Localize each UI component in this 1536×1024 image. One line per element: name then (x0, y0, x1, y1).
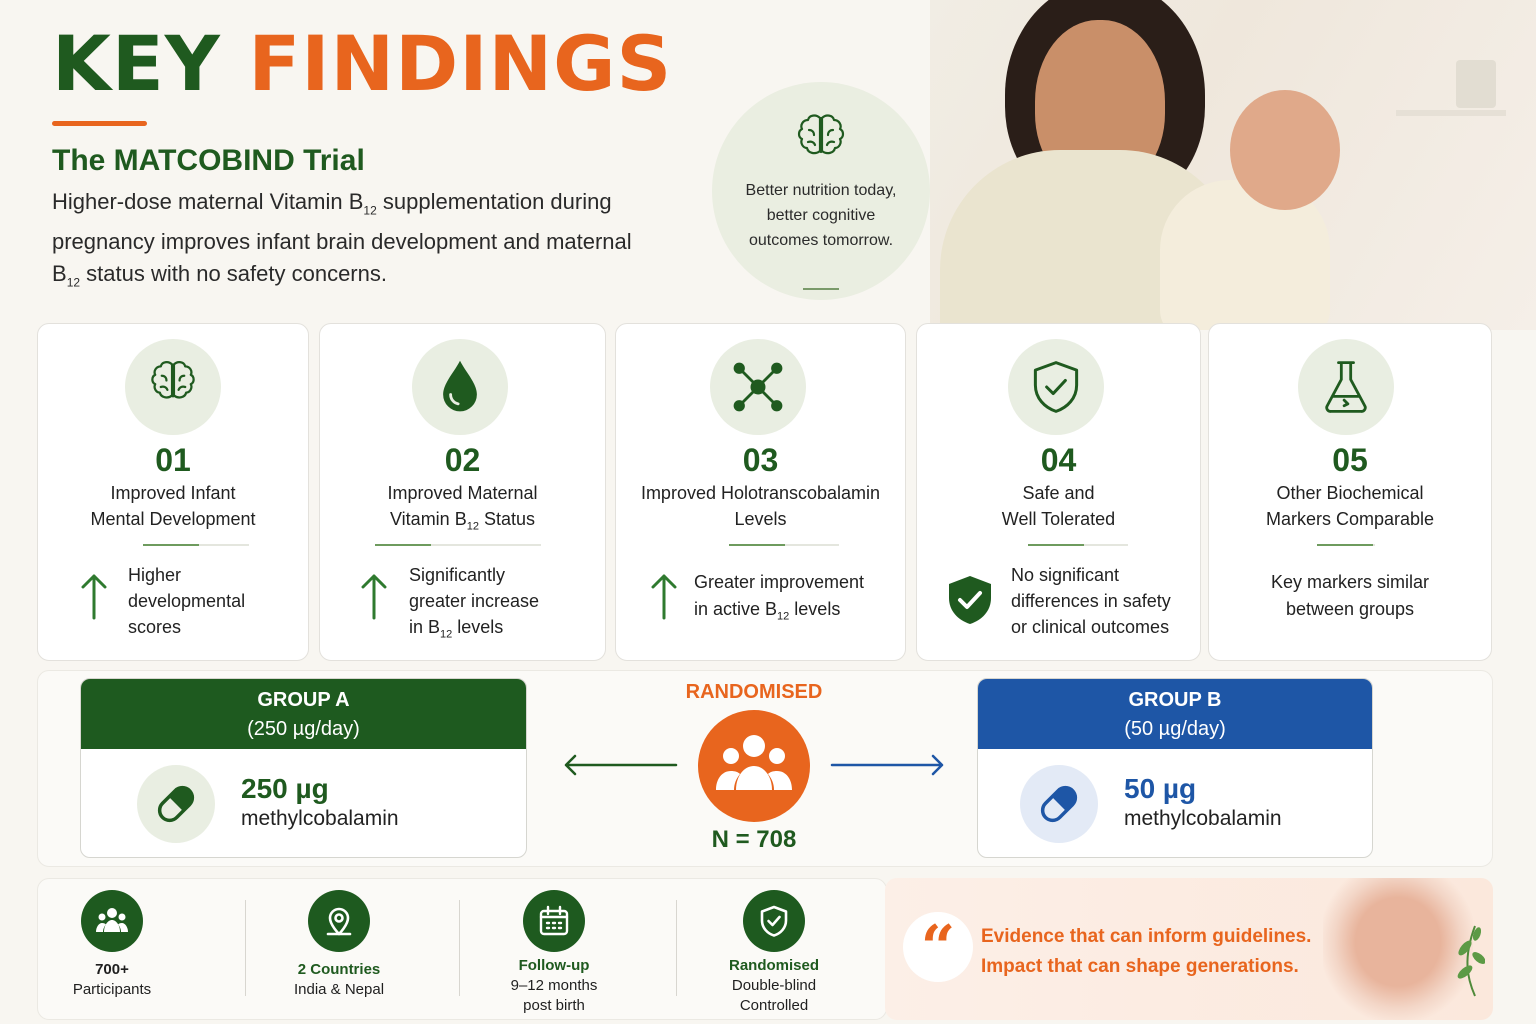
up-arrow-icon (360, 572, 388, 620)
finding-title: Safe and Well Tolerated (1001, 483, 1116, 529)
finding-title: Other Biochemical Markers Comparable (1265, 483, 1435, 529)
finding-detail: Greater improvement in active $B_{12}$ levels (694, 572, 865, 623)
quote-divider (803, 288, 839, 290)
title-underline (52, 121, 147, 126)
group-a-header: GROUP A (250 µg/day) (81, 679, 526, 749)
pill-icon (151, 779, 201, 829)
finding-number: 02 (444, 442, 481, 478)
shield-check-icon (757, 904, 791, 938)
up-arrow-icon (80, 572, 108, 620)
page-title: KEY FINDINGS (52, 19, 673, 108)
finding-title: Improved Holotranscobalamin Levels (640, 483, 881, 529)
finding-detail: Significantly greater increase in $B_{12}$ levels (409, 565, 540, 641)
group-a-dose: 250 µg (241, 773, 329, 804)
stat-countries: 2 Countries India & Nepal (249, 890, 429, 1000)
finding-card-03 (615, 323, 906, 661)
group-a-card (80, 678, 527, 858)
finding-detail: Key markers similar between groups (1270, 572, 1430, 619)
quote-text: Better nutrition today, better cognitive outcomes tomorrow. (745, 182, 897, 249)
finding-detail: No significant differences in safety or clinical outcomes (1011, 565, 1171, 637)
nutrition-quote-circle (712, 82, 930, 300)
randomised-label: RANDOMISED (685, 681, 823, 703)
finding-number: 03 (742, 442, 779, 478)
group-b-card (977, 678, 1373, 858)
stat-follow-up: Follow-up 9–12 months post birth (464, 890, 644, 1016)
finding-title: Improved Maternal Vitamin $B_{12}$ Status (387, 483, 538, 533)
stat-divider (459, 900, 460, 996)
finding-card-04 (916, 323, 1201, 661)
finding-number: 04 (1040, 442, 1077, 478)
finding-number: 01 (155, 442, 191, 478)
group-b-drug: methylcobalamin (1124, 807, 1282, 830)
randomised-circle (698, 710, 810, 822)
finding-card-05 (1208, 323, 1492, 661)
group-a-drug: methylcobalamin (241, 807, 399, 830)
group-b-header: GROUP B (50 µg/day) (978, 679, 1372, 749)
location-pin-icon (322, 904, 356, 938)
finding-number: 05 (1332, 442, 1368, 478)
leaf-icon (1445, 918, 1485, 998)
evidence-banner (885, 878, 1493, 1020)
finding-card-02 (319, 323, 606, 661)
group-b-dose: 50 µg (1124, 773, 1197, 804)
finding-title: Improved Infant Mental Development (90, 483, 256, 529)
drop-icon (430, 357, 490, 417)
right-arrow-icon (830, 754, 946, 776)
evidence-text: Evidence that can inform guidelines. Impact that can shape generations. (981, 926, 1312, 977)
finding-divider (729, 544, 839, 546)
shield-check-icon (945, 574, 995, 626)
up-arrow-icon (650, 572, 678, 620)
stat-divider (245, 900, 246, 996)
quote-icon: “ (903, 912, 973, 982)
brain-icon (789, 108, 853, 172)
trial-name: The MATCOBIND Trial (52, 144, 365, 177)
left-arrow-icon (562, 754, 678, 776)
calendar-icon (537, 904, 571, 938)
stat-divider (676, 900, 677, 996)
shield-check-icon (1026, 357, 1086, 417)
finding-divider (1317, 544, 1375, 546)
pill-icon (1034, 779, 1084, 829)
stat-participants: 700+ Participants (22, 890, 202, 1000)
stat-design: Randomised Double-blind Controlled (684, 890, 864, 1016)
molecule-icon (728, 357, 788, 417)
flask-icon (1316, 357, 1376, 417)
finding-card-01 (37, 323, 309, 661)
people-icon (714, 728, 794, 804)
finding-detail: Higher developmental scores (128, 565, 246, 637)
brain-icon (143, 357, 203, 417)
finding-divider (143, 544, 249, 546)
finding-divider (375, 544, 541, 546)
sample-size: N = 708 (711, 826, 797, 853)
intro-text: Higher-dose maternal Vitamin $B_{12}$ supplementation during pregnancy improves infant brain development and maternal $B_{12}$ status with no safety concerns. (52, 189, 632, 290)
people-icon (95, 904, 129, 938)
finding-divider (1028, 544, 1128, 546)
mother-baby-photo (930, 0, 1536, 330)
